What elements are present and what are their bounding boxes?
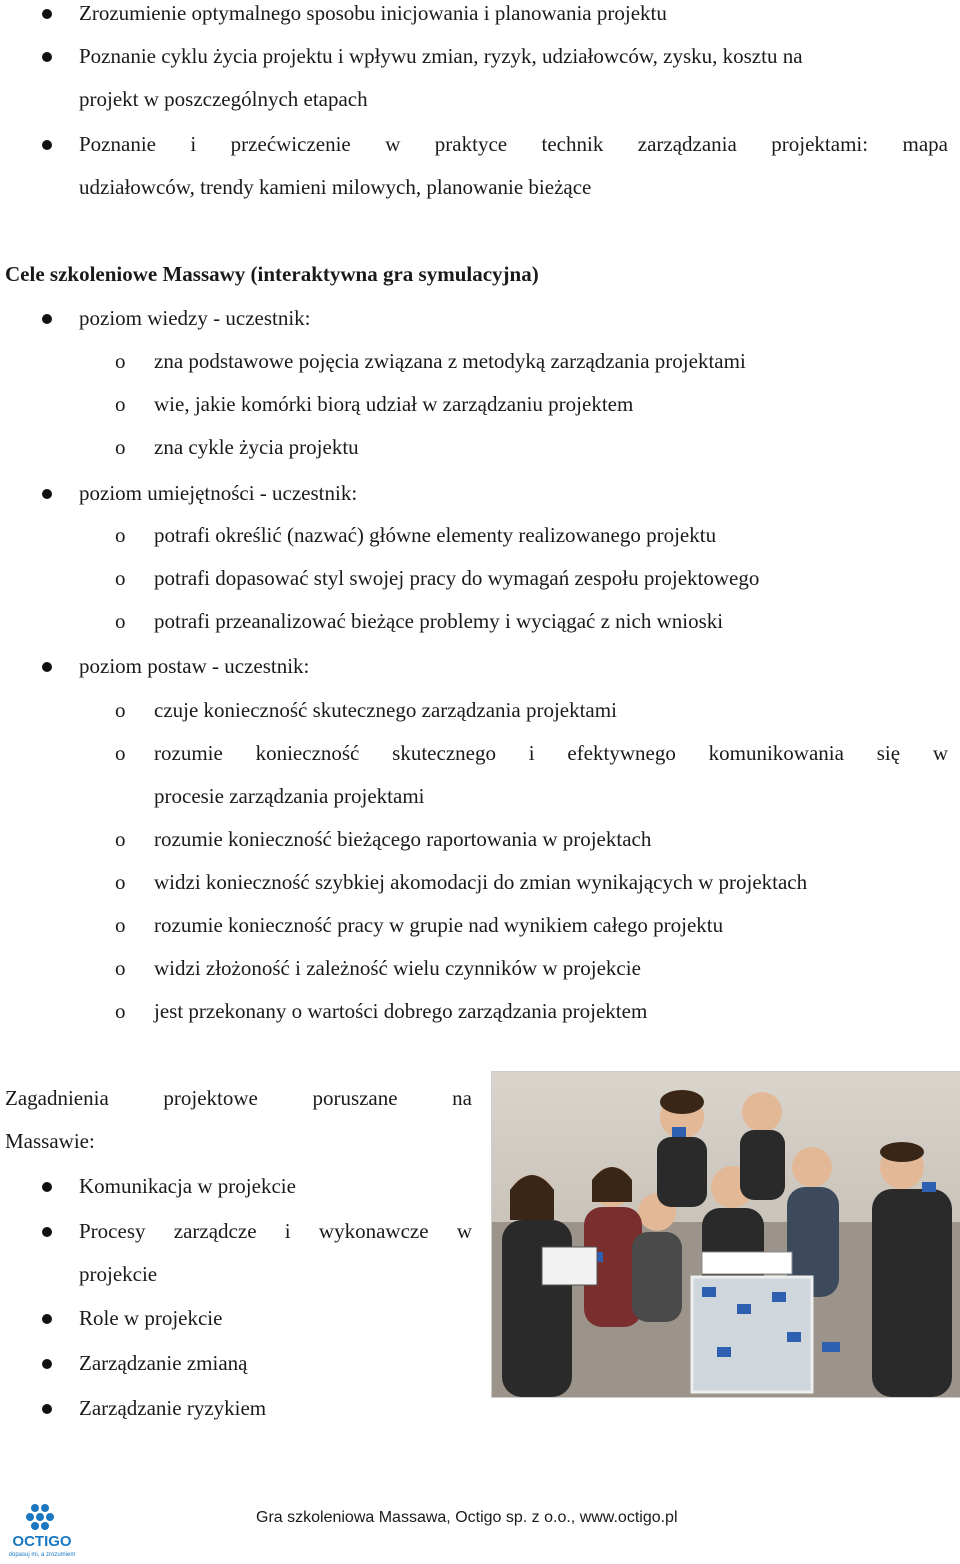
group-photo-icon bbox=[492, 1072, 960, 1397]
sub-marker: o bbox=[115, 609, 126, 633]
group-item: widzi złożoność i zależność wielu czynników w projekcie bbox=[154, 956, 641, 980]
footer-text: Gra szkoleniowa Massawa, Octigo sp. z o.o., www.octigo.pl bbox=[256, 1509, 678, 1526]
sub-marker: o bbox=[115, 698, 126, 722]
group-item-cont: procesie zarządzania projektami bbox=[154, 784, 425, 808]
topics-heading-cont: Massawie: bbox=[5, 1129, 95, 1153]
section-heading: Cele szkoleniowe Massawy (interaktywna gra symulacyjna) bbox=[5, 262, 539, 286]
topic-item: Procesy zarządcze i wykonawcze w bbox=[79, 1219, 472, 1243]
octigo-logo bbox=[2, 1500, 82, 1558]
group-item: potrafi dopasować styl swojej pracy do wymagań zespołu projektowego bbox=[154, 566, 760, 590]
sub-marker: o bbox=[115, 913, 126, 937]
group-label-attitudes: poziom postaw - uczestnik: bbox=[79, 654, 310, 678]
group-item: zna cykle życia projektu bbox=[154, 435, 359, 459]
group-item: rozumie konieczność bieżącego raportowania w projektach bbox=[154, 827, 652, 851]
group-photo bbox=[491, 1071, 960, 1398]
logo-text: OCTIGO bbox=[12, 1533, 72, 1550]
sub-marker: o bbox=[115, 870, 126, 894]
sub-marker: o bbox=[115, 523, 126, 547]
group-item: potrafi określić (nazwać) główne elementy realizowanego projektu bbox=[154, 523, 717, 547]
sub-marker: o bbox=[115, 741, 126, 765]
sub-marker: o bbox=[115, 349, 126, 373]
group-item: widzi konieczność szybkiej akomodacji do zmian wynikających w projektach bbox=[154, 870, 808, 894]
group-label-knowledge: poziom wiedzy - uczestnik: bbox=[79, 306, 311, 330]
topic-item: Role w projekcie bbox=[79, 1306, 223, 1330]
octigo-logo-icon bbox=[2, 1500, 82, 1558]
intro-bullet-2-cont: projekt w poszczególnych etapach bbox=[79, 87, 368, 111]
group-label-skills: poziom umiejętności - uczestnik: bbox=[79, 481, 358, 505]
sub-marker: o bbox=[115, 999, 126, 1023]
sub-marker: o bbox=[115, 956, 126, 980]
topic-item: Komunikacja w projekcie bbox=[79, 1174, 296, 1198]
intro-bullet-3-cont: udziałowców, trendy kamieni milowych, planowanie bieżące bbox=[79, 175, 592, 199]
group-item: czuje konieczność skutecznego zarządzania projektami bbox=[154, 698, 617, 722]
topic-item: Zarządzanie zmianą bbox=[79, 1351, 248, 1375]
logo-tagline: dopasuj mi, a zrozumiem bbox=[8, 1552, 76, 1558]
group-item: jest przekonany o wartości dobrego zarządzania projektem bbox=[154, 999, 648, 1023]
topic-item: Zarządzanie ryzykiem bbox=[79, 1396, 267, 1420]
sub-marker: o bbox=[115, 392, 126, 416]
sub-marker: o bbox=[115, 566, 126, 590]
group-item: zna podstawowe pojęcia związana z metodyką zarządzania projektami bbox=[154, 349, 746, 373]
topics-heading: Zagadnienia projektowe poruszane na bbox=[5, 1086, 472, 1110]
intro-bullet-1: Zrozumienie optymalnego sposobu inicjowania i planowania projektu bbox=[79, 1, 667, 25]
group-item: rozumie konieczność skutecznego i efektywnego komunikowania się w bbox=[154, 741, 948, 765]
sub-marker: o bbox=[115, 827, 126, 851]
intro-bullet-3: Poznanie i przećwiczenie w praktyce technik zarządzania projektami: mapa bbox=[79, 132, 948, 156]
group-item: wie, jakie komórki biorą udział w zarządzaniu projektem bbox=[154, 392, 634, 416]
group-item: potrafi przeanalizować bieżące problemy i wyciągać z nich wnioski bbox=[154, 609, 724, 633]
intro-bullet-2: Poznanie cyklu życia projektu i wpływu zmian, ryzyk, udziałowców, zysku, kosztu na bbox=[79, 44, 803, 68]
topic-item-cont: projekcie bbox=[79, 1262, 158, 1286]
sub-marker: o bbox=[115, 435, 126, 459]
group-item: rozumie konieczność pracy w grupie nad wynikiem całego projektu bbox=[154, 913, 724, 937]
